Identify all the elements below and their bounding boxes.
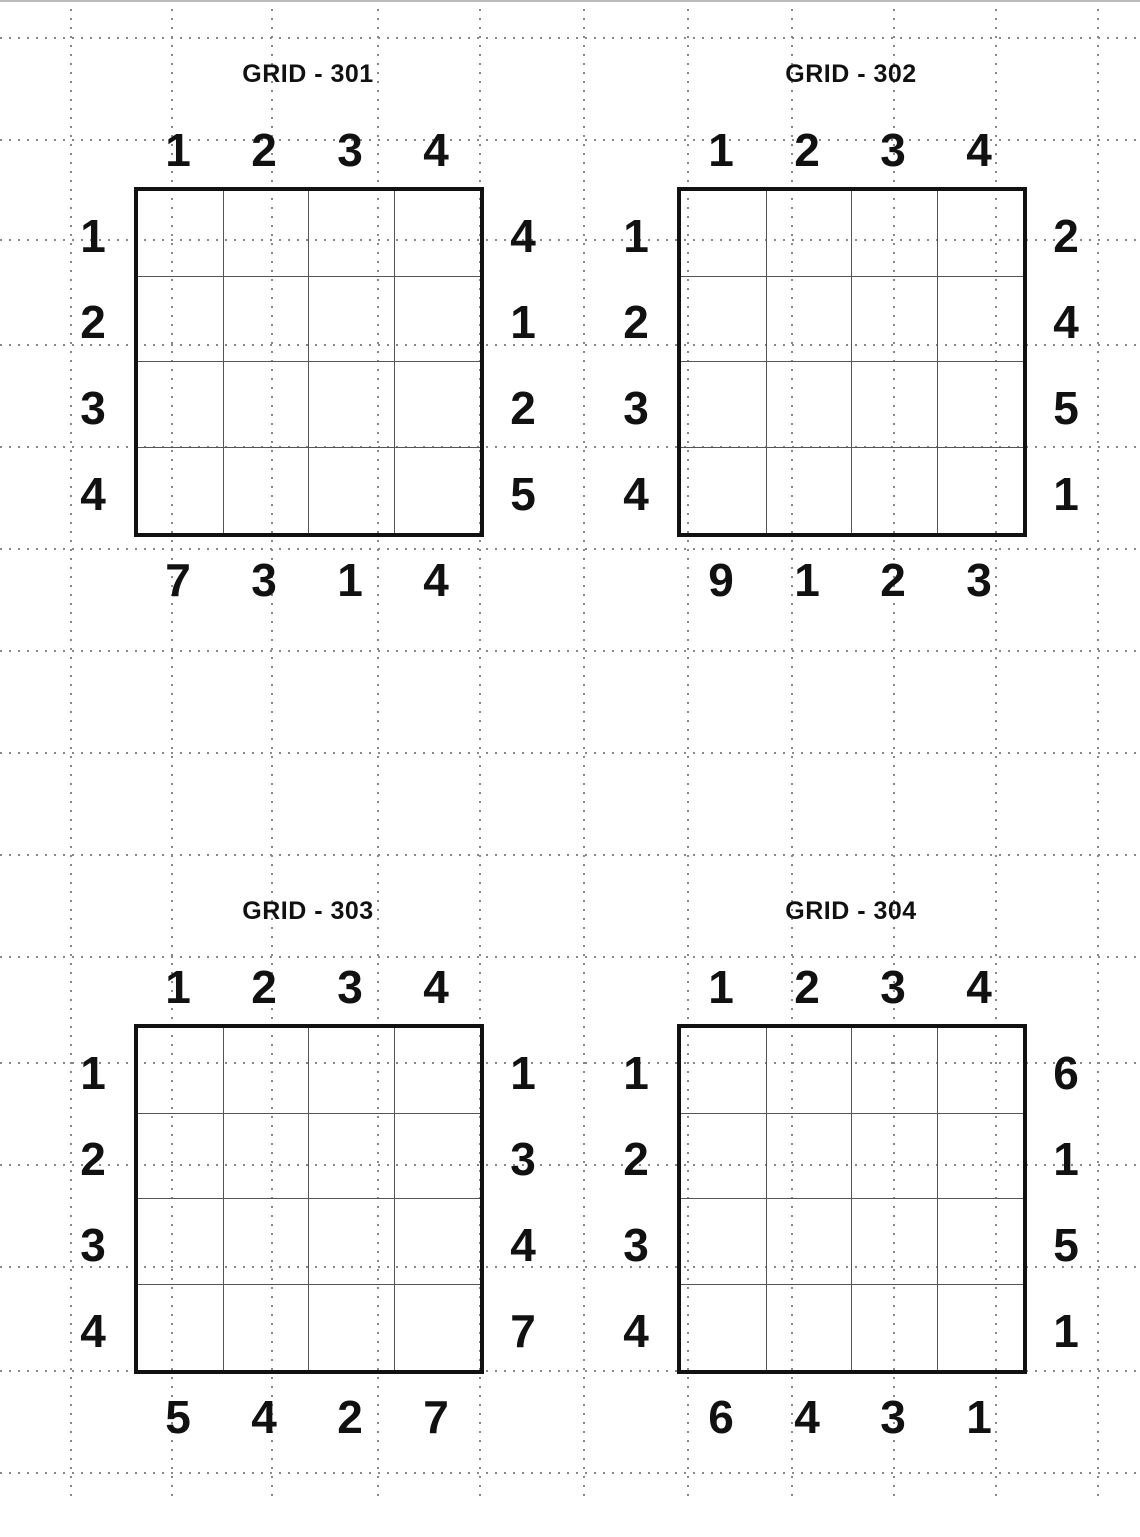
bottom-clue: 3: [880, 1391, 906, 1443]
top-clue: 1: [708, 124, 734, 176]
grid-cell[interactable]: [767, 1114, 853, 1200]
bottom-clue: 4: [251, 1391, 277, 1443]
top-clue: 1: [165, 124, 191, 176]
grid-cell[interactable]: [138, 1114, 224, 1200]
grid-cell[interactable]: [309, 1028, 395, 1114]
left-clue: 1: [80, 210, 106, 262]
grid-cell[interactable]: [224, 362, 310, 448]
puzzle-board: [677, 187, 1027, 537]
grid-cell[interactable]: [681, 1285, 767, 1371]
grid-cell[interactable]: [138, 277, 224, 363]
grid-cell[interactable]: [852, 1199, 938, 1285]
grid-cell[interactable]: [852, 362, 938, 448]
grid-cell[interactable]: [309, 1114, 395, 1200]
left-clue: 1: [623, 1047, 649, 1099]
bottom-clue: 1: [794, 554, 820, 606]
top-clue: 4: [966, 961, 992, 1013]
right-clue: 7: [510, 1305, 536, 1357]
grid-cell[interactable]: [681, 1199, 767, 1285]
puzzle-board: [677, 1024, 1027, 1374]
grid-cell[interactable]: [395, 1199, 481, 1285]
grid-cell[interactable]: [395, 1114, 481, 1200]
top-clue: 4: [423, 961, 449, 1013]
top-clue: 1: [165, 961, 191, 1013]
grid-cell[interactable]: [309, 362, 395, 448]
left-clue: 2: [80, 296, 106, 348]
grid-cell[interactable]: [138, 1285, 224, 1371]
top-clue: 2: [794, 124, 820, 176]
grid-cell[interactable]: [309, 191, 395, 277]
bottom-clue: 2: [337, 1391, 363, 1443]
grid-cell[interactable]: [681, 448, 767, 534]
top-clue: 3: [880, 124, 906, 176]
grid-cell[interactable]: [681, 191, 767, 277]
top-clue: 1: [708, 961, 734, 1013]
grid-cell[interactable]: [395, 1285, 481, 1371]
left-clue: 3: [623, 382, 649, 434]
right-clue: 1: [510, 1047, 536, 1099]
right-clue: 5: [1053, 1219, 1079, 1271]
puzzle-grid-303: [0, 837, 570, 1537]
right-clue: 1: [510, 296, 536, 348]
left-clue: 4: [623, 1305, 649, 1357]
puzzle-board: [134, 1024, 484, 1374]
left-clue: 4: [623, 468, 649, 520]
grid-cell[interactable]: [224, 277, 310, 363]
grid-cell[interactable]: [938, 1114, 1024, 1200]
grid-cell[interactable]: [395, 1028, 481, 1114]
grid-cell[interactable]: [309, 277, 395, 363]
grid-cell[interactable]: [224, 1114, 310, 1200]
puzzle-title: GRID - 304: [785, 897, 917, 925]
grid-cell[interactable]: [767, 277, 853, 363]
grid-cell[interactable]: [681, 277, 767, 363]
right-clue: 6: [1053, 1047, 1079, 1099]
grid-cell[interactable]: [681, 1114, 767, 1200]
grid-cell[interactable]: [224, 448, 310, 534]
grid-cell[interactable]: [767, 1199, 853, 1285]
right-clue: 4: [1053, 296, 1079, 348]
puzzle-title: GRID - 303: [242, 897, 374, 925]
grid-cell[interactable]: [395, 362, 481, 448]
grid-cell[interactable]: [309, 448, 395, 534]
grid-cell[interactable]: [852, 1114, 938, 1200]
right-clue: 5: [1053, 382, 1079, 434]
grid-cell[interactable]: [767, 362, 853, 448]
bottom-clue: 1: [337, 554, 363, 606]
left-clue: 3: [80, 382, 106, 434]
left-clue: 1: [623, 210, 649, 262]
grid-cell[interactable]: [395, 191, 481, 277]
bottom-clue: 4: [423, 554, 449, 606]
bottom-clue: 7: [423, 1391, 449, 1443]
right-clue: 4: [510, 1219, 536, 1271]
puzzle-board: [134, 187, 484, 537]
bottom-clue: 9: [708, 554, 734, 606]
top-clue: 3: [337, 124, 363, 176]
grid-cell[interactable]: [767, 1285, 853, 1371]
grid-cell[interactable]: [395, 277, 481, 363]
top-clue: 2: [251, 124, 277, 176]
bottom-clue: 6: [708, 1391, 734, 1443]
grid-cell[interactable]: [138, 1028, 224, 1114]
grid-cell[interactable]: [138, 1199, 224, 1285]
grid-cell[interactable]: [938, 1199, 1024, 1285]
grid-cell[interactable]: [767, 191, 853, 277]
left-clue: 2: [80, 1133, 106, 1185]
bottom-clue: 5: [165, 1391, 191, 1443]
right-clue: 2: [1053, 210, 1079, 262]
top-clue: 2: [251, 961, 277, 1013]
right-clue: 4: [510, 210, 536, 262]
right-clue: 1: [1053, 1133, 1079, 1185]
puzzle-grid-304: [543, 837, 1113, 1537]
grid-cell[interactable]: [852, 191, 938, 277]
left-clue: 3: [80, 1219, 106, 1271]
top-clue: 2: [794, 961, 820, 1013]
grid-cell[interactable]: [138, 191, 224, 277]
left-clue: 4: [80, 1305, 106, 1357]
bottom-clue: 4: [794, 1391, 820, 1443]
grid-cell[interactable]: [224, 1028, 310, 1114]
bottom-clue: 1: [966, 1391, 992, 1443]
grid-cell[interactable]: [395, 448, 481, 534]
top-clue: 3: [880, 961, 906, 1013]
grid-cell[interactable]: [938, 1285, 1024, 1371]
grid-cell[interactable]: [852, 448, 938, 534]
puzzle-grid-301: [0, 0, 570, 700]
grid-cell[interactable]: [938, 277, 1024, 363]
top-clue: 4: [966, 124, 992, 176]
right-clue: 1: [1053, 1305, 1079, 1357]
grid-cell[interactable]: [138, 362, 224, 448]
left-clue: 2: [623, 1133, 649, 1185]
right-clue: 5: [510, 468, 536, 520]
top-clue: 4: [423, 124, 449, 176]
left-clue: 1: [80, 1047, 106, 1099]
grid-cell[interactable]: [767, 1028, 853, 1114]
grid-cell[interactable]: [309, 1285, 395, 1371]
grid-cell[interactable]: [224, 191, 310, 277]
grid-cell[interactable]: [938, 448, 1024, 534]
grid-cell[interactable]: [938, 1028, 1024, 1114]
right-clue: 2: [510, 382, 536, 434]
puzzle-grid-302: [543, 0, 1113, 700]
left-clue: 4: [80, 468, 106, 520]
grid-cell[interactable]: [224, 1285, 310, 1371]
grid-cell[interactable]: [309, 1199, 395, 1285]
grid-cell[interactable]: [852, 277, 938, 363]
right-clue: 1: [1053, 468, 1079, 520]
right-clue: 3: [510, 1133, 536, 1185]
grid-cell[interactable]: [224, 1199, 310, 1285]
bottom-clue: 3: [251, 554, 277, 606]
grid-cell[interactable]: [938, 362, 1024, 448]
bottom-clue: 2: [880, 554, 906, 606]
top-clue: 3: [337, 961, 363, 1013]
bottom-clue: 3: [966, 554, 992, 606]
grid-cell[interactable]: [138, 448, 224, 534]
grid-cell[interactable]: [852, 1285, 938, 1371]
bottom-clue: 7: [165, 554, 191, 606]
grid-cell[interactable]: [767, 448, 853, 534]
grid-cell[interactable]: [681, 362, 767, 448]
left-clue: 3: [623, 1219, 649, 1271]
puzzle-title: GRID - 302: [785, 60, 917, 88]
grid-cell[interactable]: [852, 1028, 938, 1114]
grid-cell[interactable]: [938, 191, 1024, 277]
puzzle-title: GRID - 301: [242, 60, 374, 88]
grid-cell[interactable]: [681, 1028, 767, 1114]
left-clue: 2: [623, 296, 649, 348]
